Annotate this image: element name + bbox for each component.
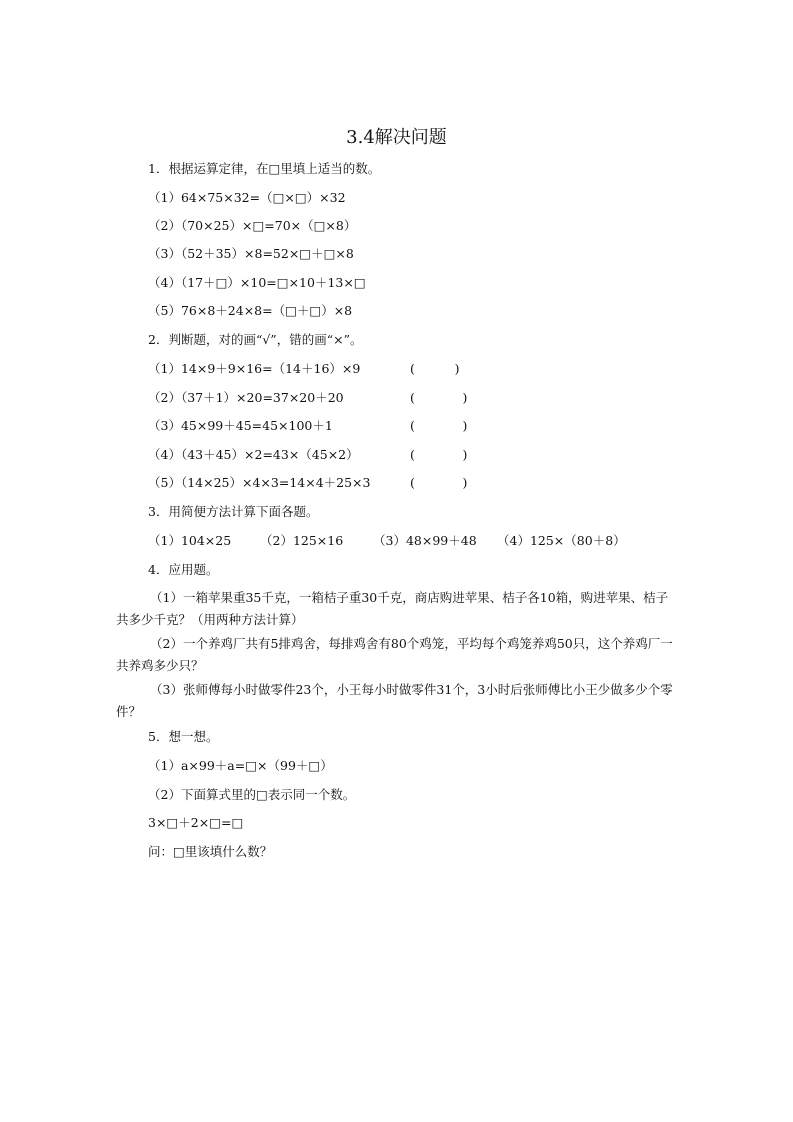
section3-item-2: （2）125×16 <box>260 533 344 548</box>
section1-heading: 1．根据运算定律，在□里填上适当的数。 <box>148 161 381 176</box>
answer-blank-1: ( ) <box>410 361 460 376</box>
section1-item-2: （2）（70×25）×□=70×（□×8） <box>148 218 357 233</box>
section1-item-3: （3）（52＋35）×8=52×□＋□×8 <box>148 246 354 261</box>
section1-item-5: （5）76×8＋24×8=（□＋□）×8 <box>148 303 353 318</box>
section5-item-2: （2）下面算式里的□表示同一个数。 <box>148 787 356 802</box>
section2-item-5: （5）（14×25）×4×3=14×4＋25×3 <box>148 475 371 490</box>
section1-item-4: （4）（17＋□）×10=□×10＋13×□ <box>148 275 366 290</box>
section3-item-4: （4）125×（80＋8） <box>497 533 626 548</box>
answer-blank-5: ( ) <box>410 475 468 490</box>
section3-item-3: （3）48×99＋48 <box>373 533 477 548</box>
section5-question: 问：□里该填什么数？ <box>148 844 273 859</box>
application-problem-1: （1）一箱苹果重35千克，一箱桔子重30千克，商店购进苹果、桔子各10箱，购进苹果、桔子共多少千克？（用两种方法计算） <box>116 590 669 627</box>
answer-blank-2: ( ) <box>410 390 468 405</box>
section2-item-3: （3）45×99＋45=45×100＋1 <box>148 418 333 433</box>
section5-heading: 5．想一想。 <box>148 729 219 744</box>
application-problem-3: （3）张师傅每小时做零件23个，小王每小时做零件31个，3小时后张师傅比小王少做多少个零件？ <box>116 682 673 719</box>
section2-item-2: （2）（37＋1）×20=37×20＋20 <box>148 390 344 405</box>
section5-equation: 3×□＋2×□=□ <box>148 815 244 830</box>
section2-item-4: （4）（43＋45）×2=43×（45×2） <box>148 447 359 462</box>
section2-item-1: （1）14×9＋9×16=（14＋16）×9 <box>148 361 361 376</box>
section4-heading: 4．应用题。 <box>148 562 219 577</box>
page-title: 3.4解决问题 <box>346 127 447 148</box>
section3-heading: 3．用简便方法计算下面各题。 <box>148 504 319 519</box>
section5-item-1: （1）a×99＋a=□×（99＋□） <box>148 758 333 773</box>
answer-blank-3: ( ) <box>410 418 468 433</box>
section2-heading: 2．判断题，对的画“√”，错的画“×”。 <box>148 332 363 347</box>
section1-item-1: （1）64×75×32=（□×□）×32 <box>148 190 346 205</box>
section3-item-1: （1）104×25 <box>148 533 232 548</box>
application-problem-2: （2）一个养鸡厂共有5排鸡舍，每排鸡舍有80个鸡笼，平均每个鸡笼养鸡50只，这个养鸡厂一共养鸡多少只？ <box>116 636 673 673</box>
answer-blank-4: ( ) <box>410 447 468 462</box>
